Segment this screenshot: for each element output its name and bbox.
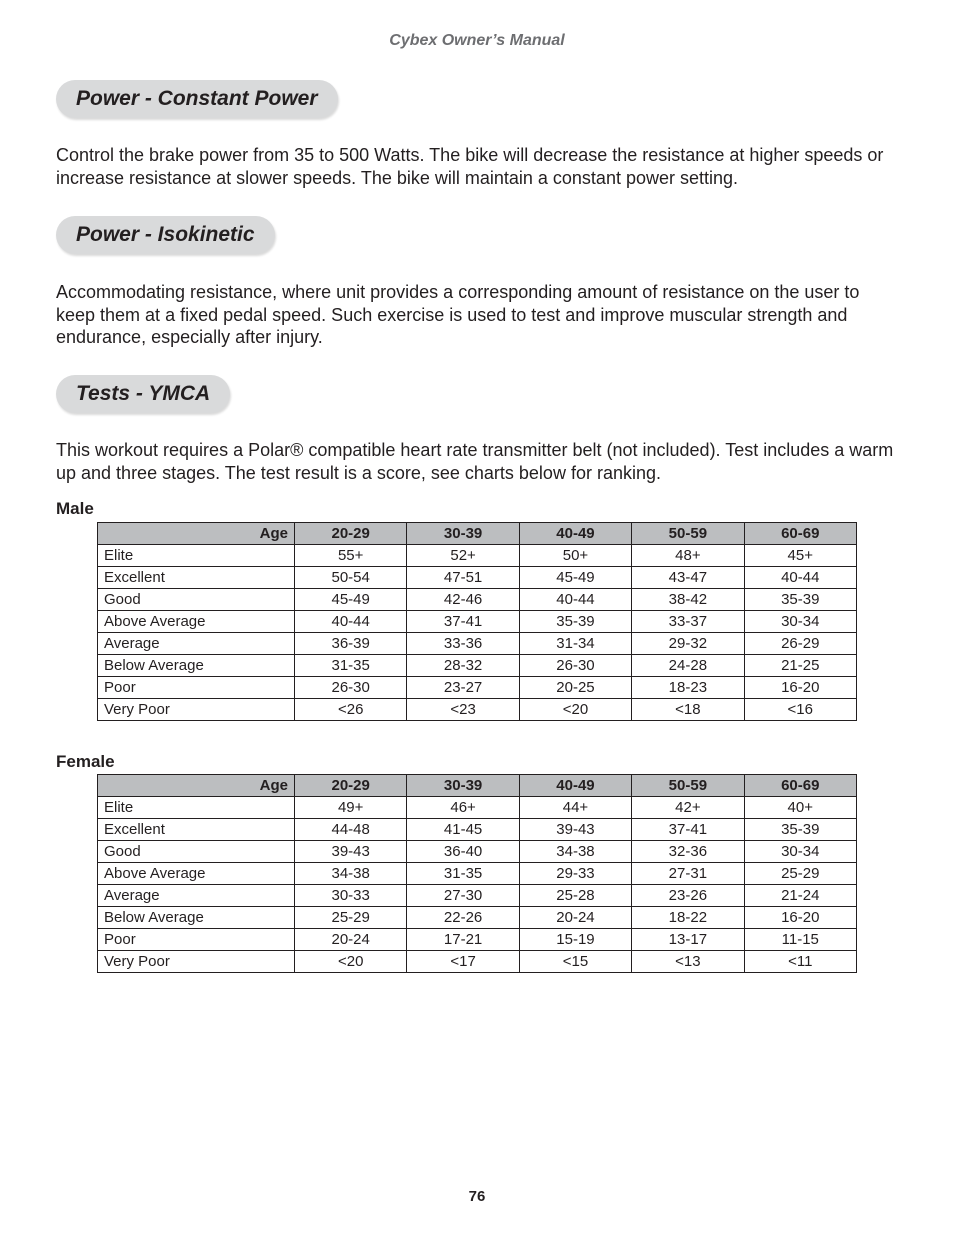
score-cell: 44-48 (295, 819, 407, 841)
score-cell: 39-43 (519, 819, 631, 841)
score-cell: 40-44 (295, 611, 407, 633)
score-cell: 27-31 (632, 863, 744, 885)
rank-label-cell: Below Average (98, 907, 295, 929)
score-cell: <15 (519, 951, 631, 973)
age-range-header-cell: 40-49 (519, 523, 631, 545)
score-cell: 38-42 (632, 589, 744, 611)
table-row (98, 611, 857, 633)
score-cell: 20-24 (295, 929, 407, 951)
table-row (98, 545, 857, 567)
rank-label-cell: Excellent (98, 819, 295, 841)
rank-label-cell: Good (98, 589, 295, 611)
score-cell: 16-20 (744, 907, 856, 929)
score-cell: 34-38 (519, 841, 631, 863)
table-header-row (98, 775, 857, 797)
score-cell: 45-49 (295, 589, 407, 611)
score-cell: 40+ (744, 797, 856, 819)
score-cell: 25-28 (519, 885, 631, 907)
score-cell: 44+ (519, 797, 631, 819)
score-cell: 41-45 (407, 819, 519, 841)
score-cell: 23-27 (407, 677, 519, 699)
table-row (98, 885, 857, 907)
score-cell: <11 (744, 951, 856, 973)
score-cell: 40-44 (519, 589, 631, 611)
score-cell: 55+ (295, 545, 407, 567)
score-cell: <26 (295, 699, 407, 721)
score-cell: 28-32 (407, 655, 519, 677)
score-cell: 30-34 (744, 611, 856, 633)
score-cell: 24-28 (632, 655, 744, 677)
score-cell: 35-39 (744, 819, 856, 841)
score-cell: 11-15 (744, 929, 856, 951)
score-cell: 30-34 (744, 841, 856, 863)
score-cell: 16-20 (744, 677, 856, 699)
score-cell: 42+ (632, 797, 744, 819)
rank-label-cell: Very Poor (98, 699, 295, 721)
table-row (98, 699, 857, 721)
score-cell: 30-33 (295, 885, 407, 907)
score-cell: 49+ (295, 797, 407, 819)
age-header-cell: Age (98, 523, 295, 545)
score-cell: 40-44 (744, 567, 856, 589)
table-row (98, 819, 857, 841)
score-cell: 22-26 (407, 907, 519, 929)
score-cell: 34-38 (295, 863, 407, 885)
age-range-header-cell: 30-39 (407, 775, 519, 797)
table-row (98, 633, 857, 655)
age-range-header-cell: 50-59 (632, 523, 744, 545)
rank-label-cell: Above Average (98, 863, 295, 885)
score-cell: 21-25 (744, 655, 856, 677)
score-cell: 35-39 (519, 611, 631, 633)
score-cell: 27-30 (407, 885, 519, 907)
score-cell: 21-24 (744, 885, 856, 907)
score-cell: 31-35 (295, 655, 407, 677)
rank-label-cell: Average (98, 633, 295, 655)
score-cell: 37-41 (407, 611, 519, 633)
score-cell: 33-37 (632, 611, 744, 633)
rank-label-cell: Poor (98, 677, 295, 699)
score-cell: 36-39 (295, 633, 407, 655)
score-cell: 18-22 (632, 907, 744, 929)
section-body-isokinetic: Accommodating resistance, where unit provides a corresponding amount of resistance on the user to keep them at a fixed pedal speed. Such exercise is used to test and improve muscular strength and endurance, especially after injury. (56, 282, 860, 347)
rank-label-cell: Above Average (98, 611, 295, 633)
score-cell: 52+ (407, 545, 519, 567)
score-cell: 45-49 (519, 567, 631, 589)
score-cell: 18-23 (632, 677, 744, 699)
score-cell: 29-33 (519, 863, 631, 885)
table-row (98, 841, 857, 863)
score-cell: 17-21 (407, 929, 519, 951)
score-cell: <20 (295, 951, 407, 973)
score-cell: 42-46 (407, 589, 519, 611)
score-cell: 32-36 (632, 841, 744, 863)
age-header-cell: Age (98, 775, 295, 797)
score-cell: 37-41 (632, 819, 744, 841)
page-number: 76 (468, 1188, 486, 1205)
age-range-header-cell: 60-69 (744, 523, 856, 545)
score-cell: 25-29 (295, 907, 407, 929)
table-row (98, 589, 857, 611)
score-cell: 26-30 (519, 655, 631, 677)
table-header-row (98, 523, 857, 545)
score-cell: <17 (407, 951, 519, 973)
score-cell: 31-34 (519, 633, 631, 655)
score-cell: 15-19 (519, 929, 631, 951)
age-range-header-cell: 60-69 (744, 775, 856, 797)
rank-label-cell: Elite (98, 797, 295, 819)
score-cell: <18 (632, 699, 744, 721)
score-cell: 20-25 (519, 677, 631, 699)
table-row (98, 677, 857, 699)
female-ranking-table (97, 774, 857, 973)
rank-label-cell: Average (98, 885, 295, 907)
score-cell: <20 (519, 699, 631, 721)
score-cell: 13-17 (632, 929, 744, 951)
score-cell: 43-47 (632, 567, 744, 589)
score-cell: 48+ (632, 545, 744, 567)
score-cell: 36-40 (407, 841, 519, 863)
score-cell: 46+ (407, 797, 519, 819)
table-row (98, 567, 857, 589)
section-heading-constant-power: Power - Constant Power (56, 80, 338, 118)
rank-label-cell: Poor (98, 929, 295, 951)
score-cell: 45+ (744, 545, 856, 567)
table-row (98, 797, 857, 819)
score-cell: <16 (744, 699, 856, 721)
table-row (98, 951, 857, 973)
score-cell: 26-29 (744, 633, 856, 655)
section-heading-isokinetic: Power - Isokinetic (56, 216, 275, 254)
table-row (98, 907, 857, 929)
score-cell: 29-32 (632, 633, 744, 655)
age-range-header-cell: 40-49 (519, 775, 631, 797)
rank-label-cell: Good (98, 841, 295, 863)
rank-label-cell: Below Average (98, 655, 295, 677)
rank-label-cell: Excellent (98, 567, 295, 589)
male-table-label: Male (56, 499, 94, 518)
rank-label-cell: Elite (98, 545, 295, 567)
score-cell: 20-24 (519, 907, 631, 929)
score-cell: 39-43 (295, 841, 407, 863)
age-range-header-cell: 20-29 (295, 523, 407, 545)
table-row (98, 655, 857, 677)
score-cell: 47-51 (407, 567, 519, 589)
score-cell: 50+ (519, 545, 631, 567)
section-body-ymca: This workout requires a Polar® compatible heart rate transmitter belt (not included). Test includes a warm up and three stages. The test result is a score, see charts below for ranking. (56, 440, 894, 483)
section-body-constant-power: Control the brake power from 35 to 500 Watts. The bike will decrease the resistance at higher speeds or increase resistance at slower speeds. The bike will maintain a constant power setting. (56, 145, 884, 188)
score-cell: 33-36 (407, 633, 519, 655)
score-cell: 50-54 (295, 567, 407, 589)
rank-label-cell: Very Poor (98, 951, 295, 973)
running-header: Cybex Owner’s Manual (389, 32, 565, 49)
age-range-header-cell: 30-39 (407, 523, 519, 545)
score-cell: 31-35 (407, 863, 519, 885)
score-cell: 26-30 (295, 677, 407, 699)
section-heading-ymca: Tests - YMCA (56, 375, 230, 413)
score-cell: 25-29 (744, 863, 856, 885)
table-row (98, 863, 857, 885)
score-cell: 35-39 (744, 589, 856, 611)
score-cell: 23-26 (632, 885, 744, 907)
male-ranking-table (97, 522, 857, 721)
score-cell: <13 (632, 951, 744, 973)
female-table-label: Female (56, 752, 115, 771)
table-row (98, 929, 857, 951)
score-cell: <23 (407, 699, 519, 721)
age-range-header-cell: 20-29 (295, 775, 407, 797)
age-range-header-cell: 50-59 (632, 775, 744, 797)
